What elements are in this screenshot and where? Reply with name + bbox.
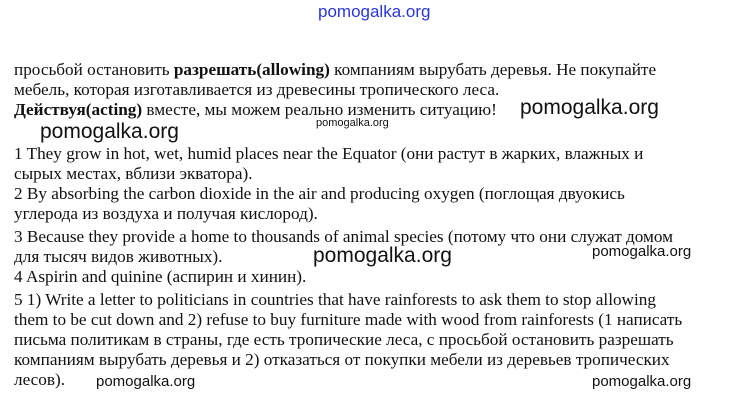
answer-5-line-4: компаниям вырубать деревья и 2) отказаться от покупки мебели из деревьев тропических	[14, 350, 670, 369]
answer-2-line-2: углерода из воздуха и получая кислород).	[14, 204, 318, 223]
answer-1-line-2: сырых местах, вблизи экватора).	[14, 164, 253, 183]
answer-1-line-1: 1 They grow in hot, wet, humid places near the Equator (они растут в жарких, влажных и	[14, 144, 644, 163]
intro-text: вместе, мы можем реально изменить ситуацию!	[142, 100, 497, 119]
term-allowing: разрешать(allowing)	[173, 60, 330, 79]
intro-text: компаниям вырубать деревья. Не покупайте	[329, 60, 657, 79]
answer-2-line-1: 2 By absorbing the carbon dioxide in the air and producing oxygen (поглощая двуокись	[14, 184, 625, 203]
answer-3-line-1: 3 Because they provide a home to thousands of animal species (потому что они служат домом	[14, 227, 674, 246]
answer-5-line-3: письма политикам в страны, где есть тропические леса, с просьбой остановить разрешать	[14, 330, 674, 349]
intro-line-2: мебель, которая изготавливается из древесины тропического леса.	[14, 80, 500, 99]
watermark: pomogalka.org	[316, 117, 389, 129]
answer-5-line-2: them to be cut down and 2) refuse to buy furniture made with wood from rainforests (1 написать	[14, 310, 683, 329]
watermark: pomogalka.org	[313, 244, 452, 267]
answer-5-line-1: 5 1) Write a letter to politicians in countries that have rainforests to ask them to stop allowing	[14, 290, 656, 309]
answer-4-line-1: 4 Aspirin and quinine (аспирин и хинин).	[14, 267, 307, 286]
watermark: pomogalka.org	[96, 373, 196, 390]
watermark: pomogalka.org	[592, 243, 692, 260]
watermark: pomogalka.org	[592, 373, 692, 390]
watermark: pomogalka.org	[520, 96, 659, 119]
intro-line-3	[14, 100, 497, 120]
intro-text: просьбой остановить	[14, 60, 174, 79]
answer-3-line-2: для тысяч видов животных).	[14, 247, 223, 266]
intro-line-1	[14, 60, 656, 80]
term-acting: Действуя(acting)	[14, 100, 143, 119]
watermark-top: pomogalka.org	[318, 2, 431, 21]
answer-5-line-5: лесов).	[14, 370, 65, 389]
watermark: pomogalka.org	[40, 120, 179, 143]
